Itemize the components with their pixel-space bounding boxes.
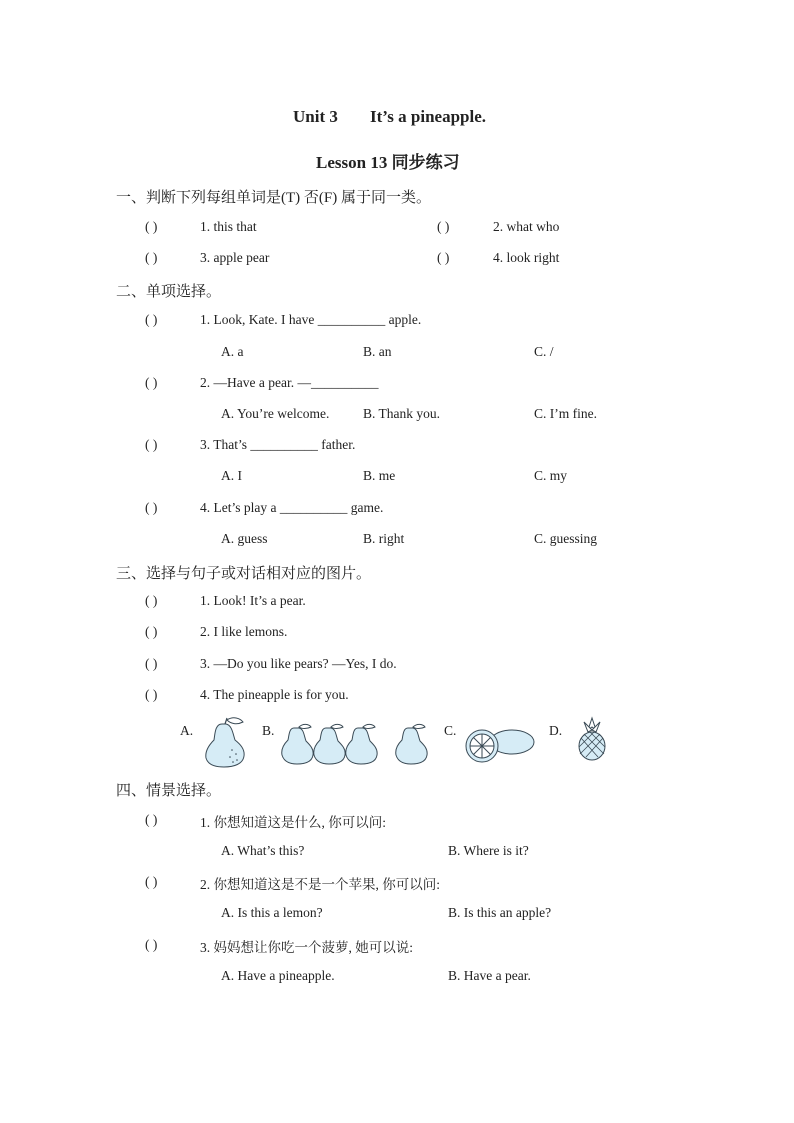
s3-q1-text: 1. Look! It’s a pear. [200, 593, 306, 608]
s2-q4-option-b[interactable]: B. right [363, 531, 405, 546]
s1-q1-text: 1. this that [200, 219, 257, 234]
s1-q4-text: 4. look right [493, 250, 560, 265]
s4-q3-option-a[interactable]: A. Have a pineapple. [221, 968, 335, 983]
picture-label-b: B. [262, 723, 275, 738]
s1-q2-text: 2. what who [493, 219, 560, 234]
s3-q2-bracket[interactable]: ( ) [145, 624, 158, 639]
s4-q3-bracket[interactable]: ( ) [145, 937, 158, 952]
picture-label-c: C. [444, 723, 457, 738]
s4-q2-option-a[interactable]: A. Is this a lemon? [221, 905, 323, 920]
s4-q1-option-a[interactable]: A. What’s this? [221, 843, 305, 858]
s2-q4-bracket[interactable]: ( ) [145, 500, 158, 515]
section1-heading: 一、判断下列每组单词是(T) 否(F) 属于同一类。 [116, 190, 431, 206]
picture-label-a: A. [180, 723, 194, 738]
s4-q1-bracket[interactable]: ( ) [145, 812, 158, 827]
s3-q4-text: 4. The pineapple is for you. [200, 687, 349, 702]
s3-q3-text: 3. —Do you like pears? —Yes, I do. [200, 656, 397, 671]
s3-q1-bracket[interactable]: ( ) [145, 593, 158, 608]
s2-q1-text: 1. Look, Kate. I have __________ apple. [200, 312, 422, 327]
s2-q1-bracket[interactable]: ( ) [145, 312, 158, 327]
s2-q2-option-c[interactable]: C. I’m fine. [534, 406, 597, 421]
s3-q2-text: 2. I like lemons. [200, 624, 288, 639]
s2-q3-option-a[interactable]: A. I [221, 468, 242, 483]
s2-q1-option-a[interactable]: A. a [221, 344, 244, 359]
s3-q3-bracket[interactable]: ( ) [145, 656, 158, 671]
lemon-icon [464, 724, 536, 764]
s2-q3-option-b[interactable]: B. me [363, 468, 396, 483]
s1-q3-bracket[interactable]: ( ) [145, 250, 158, 265]
s2-q2-text: 2. —Have a pear. —__________ [200, 375, 379, 390]
s2-q1-option-c[interactable]: C. / [534, 344, 554, 359]
section4-heading: 四、情景选择。 [116, 783, 222, 799]
s4-q1-text: 1. 你想知道这是什么, 你可以问: [200, 815, 387, 830]
section3-heading: 三、选择与句子或对话相对应的图片。 [116, 566, 372, 582]
s1-q2-bracket[interactable]: ( ) [437, 219, 450, 234]
s4-q2-option-b[interactable]: B. Is this an apple? [448, 905, 552, 920]
s1-q4-bracket[interactable]: ( ) [437, 250, 450, 265]
s4-q3-option-b[interactable]: B. Have a pear. [448, 968, 531, 983]
s1-q1-bracket[interactable]: ( ) [145, 219, 158, 234]
s2-q3-text: 3. That’s __________ father. [200, 437, 356, 452]
s2-q4-option-a[interactable]: A. guess [221, 531, 268, 546]
s4-q3-text: 3. 妈妈想让你吃一个菠萝, 她可以说: [200, 940, 414, 955]
s4-q1-option-b[interactable]: B. Where is it? [448, 843, 529, 858]
s1-q3-text: 3. apple pear [200, 250, 270, 265]
pears-group-icon [280, 722, 430, 766]
s4-q2-text: 2. 你想知道这是不是一个苹果, 你可以问: [200, 877, 441, 892]
s2-q2-option-a[interactable]: A. You’re welcome. [221, 406, 330, 421]
pineapple-icon [574, 716, 610, 762]
s2-q1-option-b[interactable]: B. an [363, 344, 392, 359]
s4-q2-bracket[interactable]: ( ) [145, 874, 158, 889]
s2-q2-option-b[interactable]: B. Thank you. [363, 406, 440, 421]
section2-heading: 二、单项选择。 [116, 284, 222, 300]
unit-title: It’s a pineapple. [370, 107, 487, 126]
s2-q4-text: 4. Let’s play a __________ game. [200, 500, 384, 515]
s2-q3-option-c[interactable]: C. my [534, 468, 568, 483]
lesson-title: Lesson 13 同步练习 [316, 153, 460, 172]
s2-q2-bracket[interactable]: ( ) [145, 375, 158, 390]
s2-q3-bracket[interactable]: ( ) [145, 437, 158, 452]
s3-q4-bracket[interactable]: ( ) [145, 687, 158, 702]
unit-label: Unit 3 [293, 107, 338, 126]
s2-q4-option-c[interactable]: C. guessing [534, 531, 598, 546]
pear-icon [202, 716, 248, 768]
picture-label-d: D. [549, 723, 563, 738]
